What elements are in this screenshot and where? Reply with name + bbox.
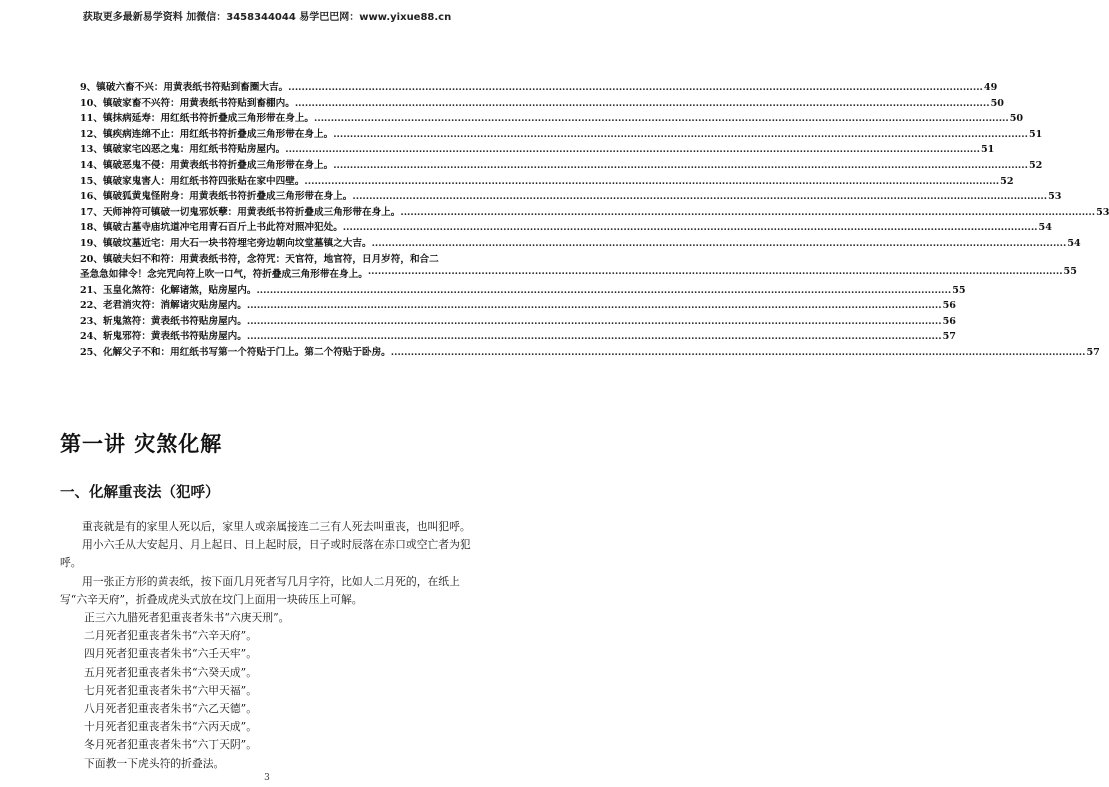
toc-leader-dots	[295, 98, 990, 109]
toc-entry	[80, 219, 1052, 235]
toc-page-number: 53	[1048, 191, 1062, 203]
toc-entry-text: 18、镇破古墓寺庙坑道冲宅用青石百斤上书此符对照冲犯处。	[80, 222, 343, 234]
toc-entry	[80, 297, 956, 313]
list-item: 正三六九腊死者犯重丧者朱书“六庚天刑”。	[84, 611, 290, 625]
toc-entry	[80, 110, 1024, 126]
toc-entry	[80, 204, 1109, 220]
list-item: 下面教一下虎头符的折叠法。	[84, 756, 225, 770]
toc-entry	[80, 157, 1043, 173]
toc-leader-dots	[247, 300, 942, 311]
toc-entry	[80, 313, 956, 329]
toc-page-number: 49	[983, 82, 998, 93]
toc-page-number: 56	[942, 300, 956, 312]
toc-leader-dots	[352, 191, 1047, 202]
toc-leader-dots	[372, 238, 1067, 249]
toc-leader-dots	[285, 144, 980, 155]
toc-entry	[80, 282, 966, 298]
toc-entry-text: 12、镇疾病连绵不止：用红纸书符折叠成三角形带在身上。	[80, 128, 334, 140]
toc-leader-dots	[391, 347, 1086, 358]
toc-page-number: 50	[990, 97, 1004, 109]
toc-page-number: 51	[1028, 128, 1043, 140]
toc-entry	[80, 95, 1004, 111]
toc-entry-text: 23、斩鬼煞符：黄表纸书符贴房屋内。	[80, 315, 247, 327]
page-number: 3	[264, 773, 270, 783]
toc-entry	[80, 188, 1062, 204]
section-title: 一、化解重丧法（犯呼）	[60, 485, 220, 501]
toc-entry-text: 17、天师神符可镇破一切鬼邪妖孽：用黄表纸书符折叠成三角形带在身上。	[80, 206, 401, 218]
toc-entry-text: 15、镇破家鬼害人：用红纸书符四张贴在家中四壁。	[80, 175, 305, 187]
toc-page-number: 53	[1096, 206, 1109, 218]
toc-entry	[80, 79, 998, 95]
toc-entry-text: 24、斩鬼邪符：黄表纸书符贴房屋内。	[80, 331, 247, 343]
toc-entry-text: 10、镇破家畜不兴符：用黄表纸书符贴到畜棚内。	[80, 97, 295, 109]
toc-leader-dots	[400, 207, 1095, 218]
toc-page-number: 57	[1086, 346, 1100, 358]
toc-entry-text: 13、镇破家宅凶恶之鬼：用红纸书符贴房屋内。	[80, 144, 286, 156]
toc-entry-text: 22、老君消灾符：消解诸灾贴房屋内。	[80, 300, 247, 312]
toc-leader-dots	[314, 113, 1009, 124]
list-item: 二月死者犯重丧者朱书“六辛天府”。	[84, 629, 257, 643]
toc-entry	[80, 173, 1014, 189]
toc-entry-text-line2: 圣急急如律令！念完咒向符上吹一口气，符折叠成三角形带在身上。	[80, 269, 368, 281]
list-item: 十月死者犯重丧者朱书“六丙天成”。	[84, 720, 257, 734]
toc-page-number: 52	[1000, 175, 1014, 187]
month-list	[60, 609, 475, 773]
toc-entry-text: 9、镇破六畜不兴：用黄表纸书符贴到畜圈大吉。	[80, 82, 289, 93]
toc-entry-text: 19、镇破坟墓近宅：用大石一块书符埋宅旁边朝向坟堂墓镇之大吉。	[80, 237, 372, 249]
toc-page-number: 54	[1038, 222, 1052, 234]
toc-entry-text: 21、玉皇化煞符：化解诸煞，贴房屋内。	[80, 284, 257, 296]
toc-page-number: 55	[952, 284, 966, 296]
paragraph: 用小六壬从大安起月、月上起日、日上起时辰，日子或时辰落在赤口或空亡者为犯呼。	[60, 538, 471, 570]
toc-entry	[80, 235, 1081, 251]
list-item: 冬月死者犯重丧者朱书“六丁天阴”。	[84, 738, 257, 752]
toc-page-number: 51	[980, 144, 995, 156]
toc-leader-dots	[333, 129, 1028, 140]
toc-entry-text-line1: 20、镇破夫妇不和符：用黄表纸书符，念符咒：天官符，地官符，日月岁符，和合二	[80, 253, 439, 265]
toc-entry-text: 11、镇抹病延寿：用红纸书符折叠成三角形带在身上。	[80, 113, 315, 125]
toc-leader-dots	[304, 176, 999, 187]
chapter-title: 第一讲 灾煞化解	[60, 432, 223, 456]
toc-page-number: 54	[1067, 237, 1081, 249]
toc-leader-dots	[288, 82, 983, 93]
toc-entry-long	[80, 251, 1077, 282]
toc-page-number: 50	[1009, 113, 1024, 125]
list-item: 四月死者犯重丧者朱书“六壬天牢”。	[84, 647, 257, 661]
paragraph: 用一张正方形的黄表纸，按下面几月死者写几月字符，比如人二月死的，在纸上写“六辛天府”，折叠成虎头式放在坟门上面用一块砖压上可解。	[60, 574, 460, 606]
toc-leader-dots	[247, 316, 942, 327]
table-of-contents	[80, 79, 1109, 360]
toc-page-number: 52	[1028, 159, 1043, 171]
toc-page-number: 56	[942, 315, 956, 327]
body-text	[60, 518, 475, 773]
toc-entry-text: 25、化解父子不和：用红纸书写第一个符贴于门上。第二个符贴于卧房。	[80, 346, 391, 358]
toc-entry	[80, 141, 995, 157]
toc-entry	[80, 344, 1100, 360]
page-header: 获取更多最新易学资料 加微信：3458344044 易学巴巴网：www.yixue88.cn	[82, 12, 452, 23]
toc-page-number: 55	[1063, 266, 1077, 278]
toc-leader-dots	[256, 285, 951, 296]
toc-leader-dots	[343, 222, 1038, 233]
toc-page-number: 57	[942, 331, 956, 343]
toc-leader-dots	[333, 160, 1028, 171]
list-item: 八月死者犯重丧者朱书“六乙天德”。	[84, 702, 257, 716]
toc-entry-text: 14、镇破恶鬼不侵：用黄表纸书符折叠成三角形带在身上。	[80, 159, 334, 171]
toc-leader-dots	[368, 266, 1063, 282]
toc-entry-text: 16、镇破狐黄鬼怪附身：用黄表纸书符折叠成三角形带在身上。	[80, 191, 353, 203]
toc-entry	[80, 328, 956, 344]
list-item: 五月死者犯重丧者朱书“六癸天成”。	[84, 665, 257, 679]
paragraph: 重丧就是有的家里人死以后，家里人或亲属接连二三有人死去叫重丧，也叫犯呼。	[82, 520, 471, 533]
list-item: 七月死者犯重丧者朱书“六甲天福”。	[84, 683, 257, 697]
toc-leader-dots	[247, 331, 942, 342]
toc-entry	[80, 126, 1043, 142]
